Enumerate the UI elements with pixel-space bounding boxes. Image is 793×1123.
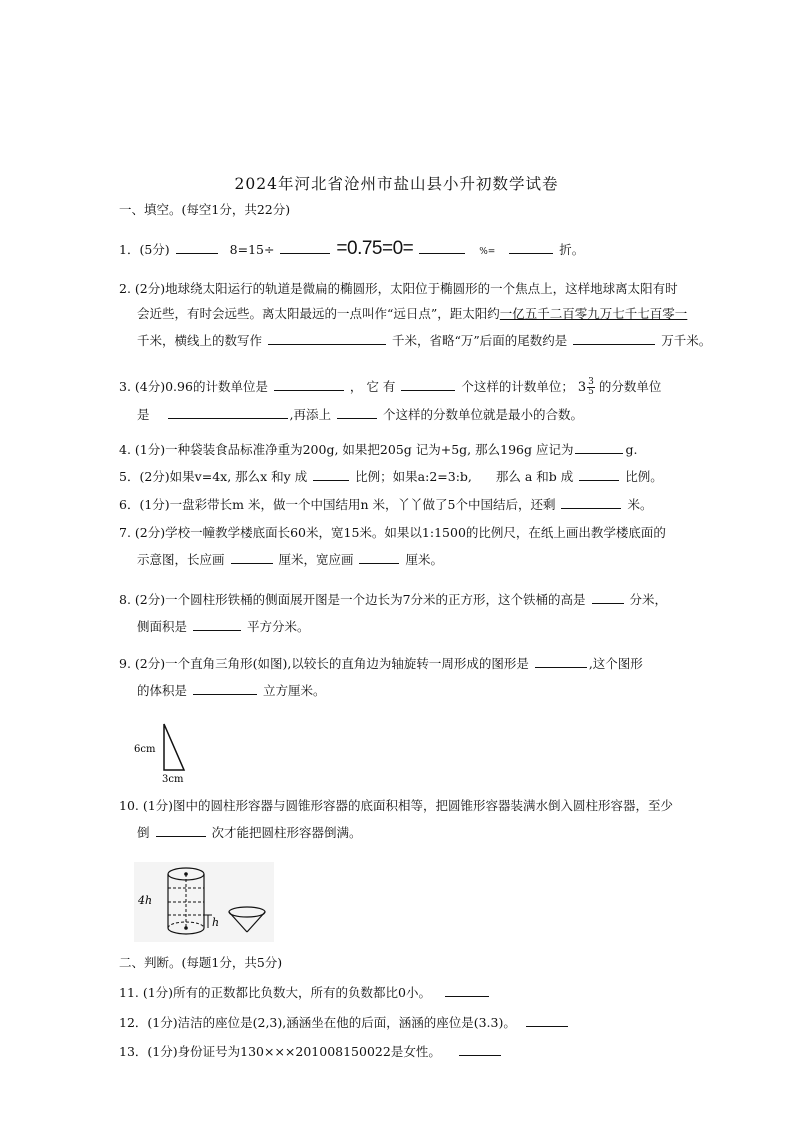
q7-blank-2[interactable] xyxy=(359,550,399,564)
q12-text: 12．(1分)洁洁的座位是(2,3),涵涵坐在他的后面，涵涵的座位是(3.3)。 xyxy=(119,1015,516,1030)
question-5 xyxy=(119,467,663,486)
question-1 xyxy=(119,240,584,261)
q2-underlined-number: 一亿五千二百零九万七千七百零一 xyxy=(499,306,688,321)
q9-text-a: 9. (2分)一个直角三角形(如图),以较长的直角边为轴旋转一周形成的图形是 xyxy=(119,656,529,671)
q9-text-d: 立方厘米。 xyxy=(262,683,326,698)
q3-text-b: ， 它 有 xyxy=(349,379,396,394)
q3-blank-2[interactable] xyxy=(401,377,455,391)
q5-text-c: 那么 a 和b 成 xyxy=(495,469,574,484)
question-12 xyxy=(119,1013,570,1032)
q3-text-g: 个这样的分数单位就是最小的合数。 xyxy=(382,407,583,422)
cylinder-bottom-center xyxy=(184,926,188,930)
question-13 xyxy=(119,1042,503,1061)
q5-text-a: 5．(2分)如果v=4x, 那么x 和y 成 xyxy=(119,469,308,484)
q3-whole: 3 xyxy=(577,380,587,395)
q3-denominator: 5 xyxy=(588,387,594,397)
q8-blank-2[interactable] xyxy=(193,617,241,631)
cylinder-height-label: 4h xyxy=(138,894,153,907)
q2-blank-2[interactable] xyxy=(573,331,655,345)
q8-text-c: 侧面积是 xyxy=(137,619,188,634)
question-10-line-2 xyxy=(137,823,362,842)
q2-blank-1[interactable] xyxy=(268,331,386,345)
question-2-line-2 xyxy=(137,305,687,323)
q1-prefix: 1．(5分) xyxy=(119,242,170,257)
q3-blank-4[interactable] xyxy=(337,405,377,419)
question-3-line-1 xyxy=(119,377,661,397)
q1-text-e: 折。 xyxy=(559,242,585,257)
q3-blank-3[interactable] xyxy=(168,405,288,419)
q11-blank[interactable] xyxy=(445,983,489,997)
q9-text-b: ,这个图形 xyxy=(588,656,643,671)
q13-text: 13．(1分)身份证号为130×××201008150022是女性。 xyxy=(119,1044,441,1059)
question-3-line-2 xyxy=(137,405,583,424)
q3-text-c: 个这样的计数单位； xyxy=(461,379,574,394)
q1-text-c: =0.75=0= xyxy=(336,238,414,259)
q4-blank[interactable] xyxy=(575,440,623,454)
question-6 xyxy=(119,495,652,514)
q3-text-a: 3. (4分)0.96的计数单位是 xyxy=(119,379,268,394)
question-10-line-1: 10. (1分)图中的圆柱形容器与圆锥形容器的底面积相等，把圆锥形容器装满水倒入圆柱形容器，至少 xyxy=(119,798,674,813)
q3-numerator: 3 xyxy=(588,377,594,387)
exam-title: 2024年河北省沧州市盐山县小升初数学试卷 xyxy=(234,175,559,193)
q1-blank-2[interactable] xyxy=(280,240,330,254)
q3-fraction xyxy=(587,378,595,397)
triangle-height-label: 6cm xyxy=(134,744,156,755)
q2-text-a: 会近些，有时会远些。离太阳最远的一点叫作“远日点”，距太阳约 xyxy=(137,306,500,321)
q7-blank-1[interactable] xyxy=(231,550,273,564)
question-11 xyxy=(119,983,491,1002)
q9-blank-1[interactable] xyxy=(535,654,587,668)
q3-text-e: 是 xyxy=(137,407,150,422)
triangle-base-label: 3cm xyxy=(162,774,184,784)
section-2-heading: 二、判断。(每题1分，共5分) xyxy=(119,955,283,970)
q3-text-f: ,再添上 xyxy=(289,407,331,422)
triangle-shape xyxy=(164,724,184,770)
question-8-line-2 xyxy=(137,617,310,636)
q3-text-d: 的分数单位 xyxy=(598,379,662,394)
section-1-heading: 一、填空。(每空1分，共22分) xyxy=(119,202,291,217)
q8-text-a: 8. (2分)一个圆柱形铁桶的侧面展开图是一个边长为7分米的正方形，这个铁桶的高是 xyxy=(119,592,586,607)
q9-blank-2[interactable] xyxy=(193,681,257,695)
q6-text-a: 6．(1分)一盘彩带长m 米，做一个中国结用n 米，丫丫做了5个中国结后，还剩 xyxy=(119,497,556,512)
question-8-line-1 xyxy=(119,590,667,609)
q10-text-a: 倒 xyxy=(137,825,150,840)
q2-text-b: 千米，横线上的数写作 xyxy=(137,333,263,348)
q12-blank[interactable] xyxy=(526,1013,568,1027)
q1-blank-4[interactable] xyxy=(509,240,553,254)
q4-text-a: 4. (1分)一种袋装食品标准净重为200g, 如果把205g 记为+5g, 那么196g 应记为 xyxy=(119,442,574,457)
right-triangle-figure xyxy=(132,718,202,784)
q3-mixed-number xyxy=(577,377,595,397)
q11-text: 11. (1分)所有的正数都比负数大，所有的负数都比0小。 xyxy=(119,985,432,1000)
q7-text-b: 厘米，宽应画 xyxy=(278,552,354,567)
cylinder-cone-figure xyxy=(134,862,274,942)
question-7-line-2 xyxy=(137,550,443,569)
q8-text-b: 分米， xyxy=(629,592,668,607)
question-9-line-1 xyxy=(119,654,643,673)
q4-text-b: g. xyxy=(625,442,638,457)
question-2-line-1: 2. (2分)地球绕太阳运行的轨道是微扁的椭圆形，太阳位于椭圆形的一个焦点上，这样地球离太阳有时 xyxy=(119,281,678,296)
question-9-line-2 xyxy=(137,681,326,700)
cylinder-top-center xyxy=(184,872,188,876)
question-4 xyxy=(119,440,637,459)
q2-text-c: 千米，省略“万”后面的尾数约是 xyxy=(391,333,568,348)
q9-text-c: 的体积是 xyxy=(137,683,188,698)
q6-blank[interactable] xyxy=(561,495,621,509)
q1-blank-3[interactable] xyxy=(419,240,465,254)
q5-blank-1[interactable] xyxy=(313,467,349,481)
cone-height-label: h xyxy=(212,916,220,929)
q2-text-d: 万千米。 xyxy=(661,333,712,348)
question-2-line-3 xyxy=(137,331,711,350)
question-7-line-1: 7. (2分)学校一幢教学楼底面长60米，宽15米。如果以1:1500的比例尺，在纸上画出教学楼底面的 xyxy=(119,525,666,540)
q7-text-a: 示意图，长应画 xyxy=(137,552,225,567)
q13-blank[interactable] xyxy=(459,1042,501,1056)
q5-text-d: 比例。 xyxy=(625,469,663,484)
q8-blank-1[interactable] xyxy=(592,590,624,604)
q10-text-b: 次才能把圆柱形容器倒满。 xyxy=(211,825,362,840)
q5-text-b: 比例；如果a:2=3:b, xyxy=(355,469,472,484)
q3-blank-1[interactable] xyxy=(274,377,344,391)
q8-text-d: 平方分米。 xyxy=(246,619,310,634)
q1-blank-1[interactable] xyxy=(176,240,218,254)
q10-blank[interactable] xyxy=(156,823,206,837)
q7-text-c: 厘米。 xyxy=(405,552,443,567)
q1-text-b: 8=15÷ xyxy=(229,242,275,257)
q5-blank-2[interactable] xyxy=(579,467,619,481)
q1-text-d: %= xyxy=(479,247,496,257)
q6-text-b: 米。 xyxy=(627,497,653,512)
